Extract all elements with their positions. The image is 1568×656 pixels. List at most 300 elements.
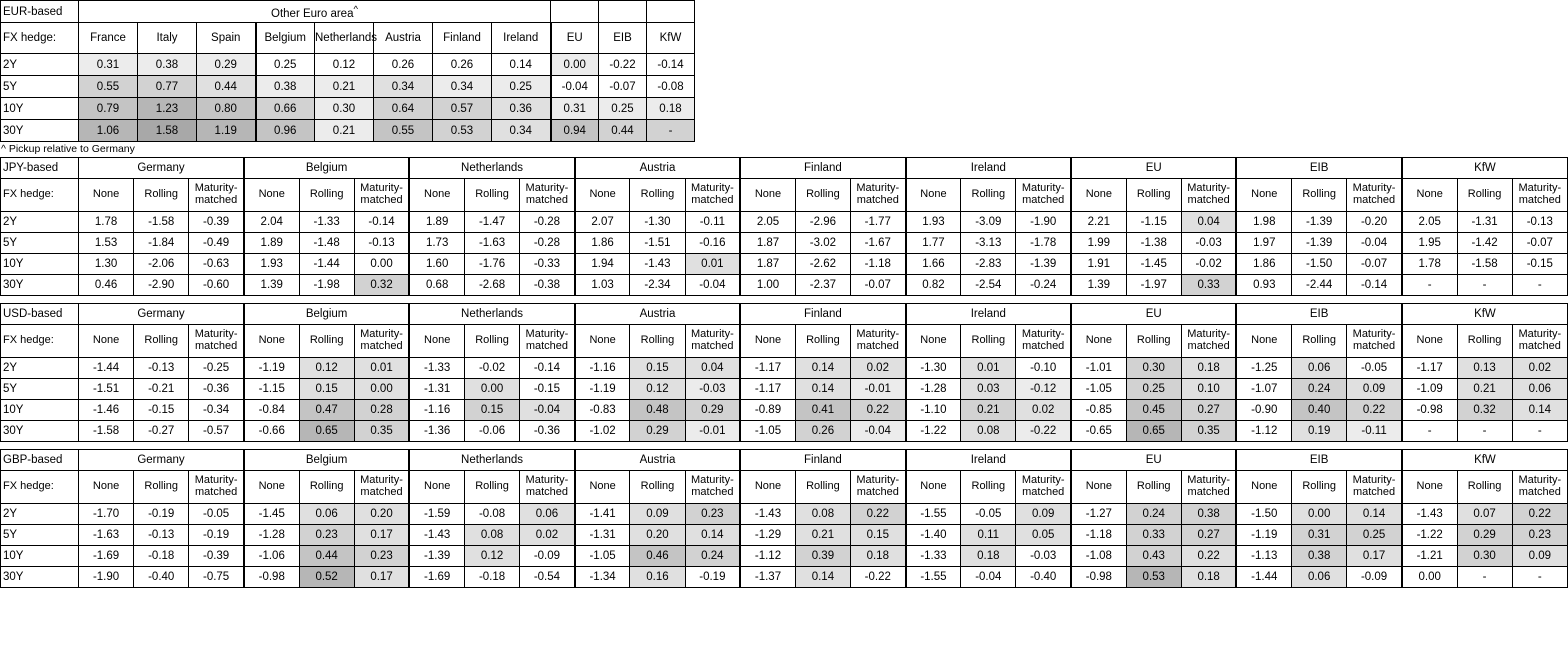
cell: 0.64: [374, 98, 433, 120]
cell: 0.29: [685, 400, 740, 421]
cell: 1.53: [79, 233, 134, 254]
col-austria-none: None: [575, 179, 630, 212]
cell: -1.55: [906, 567, 961, 588]
cell: -1.69: [79, 546, 134, 567]
cell: 0.18: [647, 98, 695, 120]
col-netherlands-none: None: [409, 471, 464, 504]
group-ireland: Ireland: [906, 450, 1071, 471]
cell: -1.07: [1236, 379, 1291, 400]
cell: -1.19: [244, 358, 299, 379]
table-row: [1, 98, 695, 120]
row-label-30y: 30Y: [1, 275, 79, 296]
col-netherlands-rolling: Rolling: [464, 179, 519, 212]
cell: -1.18: [1071, 525, 1126, 546]
cell: 1.97: [1236, 233, 1291, 254]
col-germany-maturity-matched: Maturity-matched: [189, 471, 244, 504]
col-eu-rolling: Rolling: [1126, 325, 1181, 358]
group-finland: Finland: [740, 450, 905, 471]
cell: -0.36: [520, 421, 575, 442]
eur-col-austria: Austria: [374, 23, 433, 54]
cell: -: [1457, 567, 1512, 588]
col-kfw-rolling: Rolling: [1457, 471, 1512, 504]
row-label-5y: 5Y: [1, 379, 79, 400]
cell: -1.63: [464, 233, 519, 254]
cell: 0.07: [1457, 504, 1512, 525]
eur-col-france: France: [79, 23, 138, 54]
cell: 0.34: [492, 120, 551, 142]
cell: 0.40: [1292, 400, 1347, 421]
eur-based-table: [0, 0, 695, 142]
cell: 0.23: [354, 546, 409, 567]
cell: -0.98: [244, 567, 299, 588]
cell: 0.46: [630, 546, 685, 567]
cell: -1.77: [850, 212, 905, 233]
col-austria-maturity-matched: Maturity-matched: [685, 179, 740, 212]
cell: -1.46: [79, 400, 134, 421]
cell: -0.38: [520, 275, 575, 296]
cell: -0.03: [1016, 546, 1071, 567]
cell: -0.15: [134, 400, 189, 421]
table-row: [1, 567, 1568, 588]
cell: -0.07: [1512, 233, 1567, 254]
cell: -0.05: [1347, 358, 1402, 379]
cell: -0.36: [189, 379, 244, 400]
cell: 0.32: [1457, 400, 1512, 421]
eur-top-blank-eib: [599, 1, 647, 23]
cell: -0.22: [850, 567, 905, 588]
cell: -1.43: [1402, 504, 1457, 525]
cell: 0.41: [795, 400, 850, 421]
table-row: [1, 504, 1568, 525]
cell: -0.03: [685, 379, 740, 400]
cell: -1.44: [299, 254, 354, 275]
col-kfw-maturity-matched: Maturity-matched: [1512, 471, 1567, 504]
table-row: [1, 233, 1568, 254]
table-row: [1, 358, 1568, 379]
cell: 0.23: [685, 504, 740, 525]
cell: -0.66: [244, 421, 299, 442]
cell: -1.39: [1016, 254, 1071, 275]
group-belgium: Belgium: [244, 304, 409, 325]
cell: -0.02: [464, 358, 519, 379]
cell: 0.31: [79, 54, 138, 76]
cell: -1.37: [740, 567, 795, 588]
cell: -0.28: [520, 233, 575, 254]
block-separator: [0, 442, 1568, 449]
eur-col-eib: EIB: [599, 23, 647, 54]
cell: 1.00: [740, 275, 795, 296]
cell: 0.12: [464, 546, 519, 567]
group-header-row: [1, 158, 1568, 179]
cell: -0.25: [189, 358, 244, 379]
cell: -0.08: [464, 504, 519, 525]
col-ireland-maturity-matched: Maturity-matched: [1016, 471, 1071, 504]
cell: -0.04: [1347, 233, 1402, 254]
col-eu-none: None: [1071, 325, 1126, 358]
cell: -1.12: [1236, 421, 1291, 442]
jpy-based-table: [0, 157, 1568, 296]
eur-column-header-row: [1, 23, 695, 54]
cell: -: [1402, 421, 1457, 442]
cell: 0.94: [551, 120, 599, 142]
cell: -0.24: [1016, 275, 1071, 296]
cell: -1.33: [906, 546, 961, 567]
col-eu-none: None: [1071, 179, 1126, 212]
cell: -1.22: [906, 421, 961, 442]
cell: 0.17: [354, 567, 409, 588]
cell: -1.41: [575, 504, 630, 525]
cell: 1.89: [409, 212, 464, 233]
cell: 0.55: [79, 76, 138, 98]
cell: -0.27: [134, 421, 189, 442]
cell: 0.14: [1347, 504, 1402, 525]
cell: -0.54: [520, 567, 575, 588]
cell: 0.06: [1292, 358, 1347, 379]
cell: 0.31: [1292, 525, 1347, 546]
cell: 0.27: [1181, 400, 1236, 421]
col-eib-rolling: Rolling: [1292, 471, 1347, 504]
eur-col-italy: Italy: [138, 23, 197, 54]
cell: -1.59: [409, 504, 464, 525]
cell: -0.05: [961, 504, 1016, 525]
cell: -0.40: [134, 567, 189, 588]
cell: -0.04: [850, 421, 905, 442]
cell: -0.15: [520, 379, 575, 400]
cell: 0.14: [1512, 400, 1567, 421]
cell: -0.14: [1347, 275, 1402, 296]
cell: 1.91: [1071, 254, 1126, 275]
cell: 0.20: [354, 504, 409, 525]
col-netherlands-maturity-matched: Maturity-matched: [520, 471, 575, 504]
cell: 0.06: [1512, 379, 1567, 400]
col-austria-rolling: Rolling: [630, 325, 685, 358]
cell: 0.34: [433, 76, 492, 98]
eur-corner-label: EUR-based: [1, 1, 79, 23]
col-eib-maturity-matched: Maturity-matched: [1347, 179, 1402, 212]
table-row: [1, 525, 1568, 546]
cell: 1.60: [409, 254, 464, 275]
col-germany-none: None: [79, 471, 134, 504]
cell: -0.06: [464, 421, 519, 442]
cell: -0.22: [1016, 421, 1071, 442]
cell: 0.08: [464, 525, 519, 546]
cell: -0.85: [1071, 400, 1126, 421]
cell: 0.26: [374, 54, 433, 76]
table-row: [1, 400, 1568, 421]
cell: 0.38: [138, 54, 197, 76]
cell: 0.34: [374, 76, 433, 98]
cell: 1.93: [244, 254, 299, 275]
cell: 0.29: [197, 54, 256, 76]
col-finland-maturity-matched: Maturity-matched: [850, 179, 905, 212]
cell: 0.38: [1292, 546, 1347, 567]
col-germany-rolling: Rolling: [134, 471, 189, 504]
cell: 0.19: [1292, 421, 1347, 442]
cell: -0.18: [134, 546, 189, 567]
cell: -1.13: [1236, 546, 1291, 567]
cell: 0.14: [795, 379, 850, 400]
cell: -0.13: [134, 358, 189, 379]
cell: -0.11: [1347, 421, 1402, 442]
cell: -0.11: [685, 212, 740, 233]
cell: 0.26: [795, 421, 850, 442]
cell: 0.17: [1347, 546, 1402, 567]
table-row: [1, 76, 695, 98]
cell: -1.01: [1071, 358, 1126, 379]
cell: -1.78: [1016, 233, 1071, 254]
cell: 0.12: [315, 54, 374, 76]
cell: -0.98: [1071, 567, 1126, 588]
cell: -0.20: [1347, 212, 1402, 233]
col-finland-none: None: [740, 471, 795, 504]
col-eu-maturity-matched: Maturity-matched: [1181, 179, 1236, 212]
cell: 0.35: [1181, 421, 1236, 442]
table-row: [1, 379, 1568, 400]
cell: -1.12: [740, 546, 795, 567]
eur-col-netherlands: Netherlands: [315, 23, 374, 54]
cell: -2.34: [630, 275, 685, 296]
col-finland-rolling: Rolling: [795, 471, 850, 504]
cell: -0.13: [1512, 212, 1567, 233]
group-austria: Austria: [575, 158, 740, 179]
cell: -1.98: [299, 275, 354, 296]
cell: 0.06: [520, 504, 575, 525]
fx-hedge-header-row: [1, 325, 1568, 358]
col-finland-none: None: [740, 325, 795, 358]
cell: 0.66: [256, 98, 315, 120]
cell: -1.44: [1236, 567, 1291, 588]
cell: 0.15: [299, 379, 354, 400]
cell: -0.98: [1402, 400, 1457, 421]
cell: -1.67: [850, 233, 905, 254]
cell: -1.16: [409, 400, 464, 421]
cell: -2.90: [134, 275, 189, 296]
col-germany-rolling: Rolling: [134, 179, 189, 212]
group-eu: EU: [1071, 450, 1236, 471]
cell: 0.18: [850, 546, 905, 567]
row-label-10y: 10Y: [1, 400, 79, 421]
col-belgium-maturity-matched: Maturity-matched: [354, 325, 409, 358]
cell: -0.39: [189, 212, 244, 233]
eur-col-belgium: Belgium: [256, 23, 315, 54]
cell: -0.04: [551, 76, 599, 98]
col-ireland-none: None: [906, 471, 961, 504]
cell: 0.22: [850, 504, 905, 525]
row-label-5y: 5Y: [1, 233, 79, 254]
eur-top-blank-kfw: [647, 1, 695, 23]
group-header-row: [1, 304, 1568, 325]
cell: -0.09: [1347, 567, 1402, 588]
cell: -1.02: [575, 421, 630, 442]
cell: -0.39: [189, 546, 244, 567]
col-ireland-none: None: [906, 325, 961, 358]
cell: 0.15: [464, 400, 519, 421]
cell: -0.40: [1016, 567, 1071, 588]
cell: 0.29: [630, 421, 685, 442]
cell: -0.07: [1347, 254, 1402, 275]
cell: -0.04: [685, 275, 740, 296]
col-austria-none: None: [575, 471, 630, 504]
cell: 1.94: [575, 254, 630, 275]
cell: 0.14: [492, 54, 551, 76]
cell: 0.06: [299, 504, 354, 525]
table-row: [1, 546, 1568, 567]
cell: 0.33: [1126, 525, 1181, 546]
cell: -0.01: [850, 379, 905, 400]
cell: 0.15: [850, 525, 905, 546]
group-eu: EU: [1071, 158, 1236, 179]
col-finland-rolling: Rolling: [795, 179, 850, 212]
cell: 0.21: [315, 120, 374, 142]
cell: 0.28: [354, 400, 409, 421]
cell: -1.84: [134, 233, 189, 254]
group-germany: Germany: [79, 304, 244, 325]
cell: 0.09: [1512, 546, 1567, 567]
cell: 0.10: [1181, 379, 1236, 400]
cell: 1.78: [1402, 254, 1457, 275]
cell: 0.00: [354, 379, 409, 400]
group-eib: EIB: [1236, 304, 1401, 325]
cell: 2.04: [244, 212, 299, 233]
row-label-2y: 2Y: [1, 504, 79, 525]
cell: 0.44: [599, 120, 647, 142]
col-kfw-none: None: [1402, 471, 1457, 504]
table-row: [1, 421, 1568, 442]
cell: -1.17: [1402, 358, 1457, 379]
col-netherlands-maturity-matched: Maturity-matched: [520, 325, 575, 358]
cell: 0.24: [1126, 504, 1181, 525]
eur-group-label: Other Euro area: [271, 7, 354, 20]
cell: -1.28: [244, 525, 299, 546]
cell: 0.32: [354, 275, 409, 296]
cell: -1.05: [575, 546, 630, 567]
table-row: [1, 212, 1568, 233]
cell: -1.09: [1402, 379, 1457, 400]
cell: -1.58: [1457, 254, 1512, 275]
cell: -0.04: [520, 400, 575, 421]
cell: 2.05: [740, 212, 795, 233]
col-kfw-maturity-matched: Maturity-matched: [1512, 325, 1567, 358]
cell: 0.18: [1181, 567, 1236, 588]
cell: -0.19: [189, 525, 244, 546]
cell: 0.01: [354, 358, 409, 379]
eur-col-kfw: KfW: [647, 23, 695, 54]
group-header-row: [1, 450, 1568, 471]
cell: -1.63: [79, 525, 134, 546]
cell: 0.02: [850, 358, 905, 379]
cell: -1.05: [1071, 379, 1126, 400]
row-label-30y: 30Y: [1, 567, 79, 588]
corner-label: GBP-based: [1, 450, 79, 471]
col-eib-none: None: [1236, 179, 1291, 212]
cell: 0.00: [1402, 567, 1457, 588]
cell: 1.99: [1071, 233, 1126, 254]
cell: -0.08: [647, 76, 695, 98]
cell: -1.50: [1236, 504, 1291, 525]
cell: -1.19: [575, 379, 630, 400]
group-netherlands: Netherlands: [409, 450, 574, 471]
cell: -1.70: [79, 504, 134, 525]
cell: -1.42: [1457, 233, 1512, 254]
cell: -1.69: [409, 567, 464, 588]
cell: -0.15: [1512, 254, 1567, 275]
cell: 0.79: [79, 98, 138, 120]
footnote-pickup: ^ Pickup relative to Germany: [1, 143, 135, 155]
cell: 0.05: [1016, 525, 1071, 546]
cell: -1.39: [409, 546, 464, 567]
cell: -1.31: [409, 379, 464, 400]
cell: -0.14: [354, 212, 409, 233]
cell: -0.03: [1181, 233, 1236, 254]
cell: -0.10: [1016, 358, 1071, 379]
cell: -1.28: [906, 379, 961, 400]
col-ireland-maturity-matched: Maturity-matched: [1016, 179, 1071, 212]
group-ireland: Ireland: [906, 158, 1071, 179]
cell: -1.36: [409, 421, 464, 442]
cell: -1.90: [79, 567, 134, 588]
cell: 0.14: [795, 358, 850, 379]
col-belgium-rolling: Rolling: [299, 179, 354, 212]
cell: 0.21: [1457, 379, 1512, 400]
cell: -0.16: [685, 233, 740, 254]
cell: 0.53: [1126, 567, 1181, 588]
block-separator: [0, 296, 1568, 303]
cell: -0.60: [189, 275, 244, 296]
table-row: [1, 54, 695, 76]
group-netherlands: Netherlands: [409, 304, 574, 325]
cell: 0.30: [1457, 546, 1512, 567]
cell: -0.02: [1181, 254, 1236, 275]
col-germany-none: None: [79, 325, 134, 358]
eur-row-label-5y: 5Y: [1, 76, 79, 98]
group-kfw: KfW: [1402, 304, 1568, 325]
cell: 0.38: [1181, 504, 1236, 525]
fx-hedge-label: FX hedge:: [1, 325, 79, 358]
col-eu-maturity-matched: Maturity-matched: [1181, 325, 1236, 358]
cell: 1.06: [79, 120, 138, 142]
cell: -: [1457, 275, 1512, 296]
cell: 0.21: [795, 525, 850, 546]
cell: -: [1512, 275, 1567, 296]
col-eib-rolling: Rolling: [1292, 325, 1347, 358]
cell: 0.25: [1126, 379, 1181, 400]
cell: -1.43: [740, 504, 795, 525]
cell: -2.37: [795, 275, 850, 296]
group-finland: Finland: [740, 304, 905, 325]
cell: -: [1512, 421, 1567, 442]
col-netherlands-maturity-matched: Maturity-matched: [520, 179, 575, 212]
group-belgium: Belgium: [244, 158, 409, 179]
col-ireland-rolling: Rolling: [961, 471, 1016, 504]
cell: -1.34: [575, 567, 630, 588]
cell: -3.13: [961, 233, 1016, 254]
cell: -: [1402, 275, 1457, 296]
cell: 0.08: [795, 504, 850, 525]
cell: -0.07: [599, 76, 647, 98]
cell: -1.90: [1016, 212, 1071, 233]
col-finland-rolling: Rolling: [795, 325, 850, 358]
cell: 0.09: [1347, 379, 1402, 400]
col-ireland-rolling: Rolling: [961, 325, 1016, 358]
group-finland: Finland: [740, 158, 905, 179]
cell: -1.97: [1126, 275, 1181, 296]
col-ireland-maturity-matched: Maturity-matched: [1016, 325, 1071, 358]
group-eu: EU: [1071, 304, 1236, 325]
cell: -0.89: [740, 400, 795, 421]
cell: 0.12: [299, 358, 354, 379]
cell: 0.21: [315, 76, 374, 98]
col-kfw-rolling: Rolling: [1457, 179, 1512, 212]
